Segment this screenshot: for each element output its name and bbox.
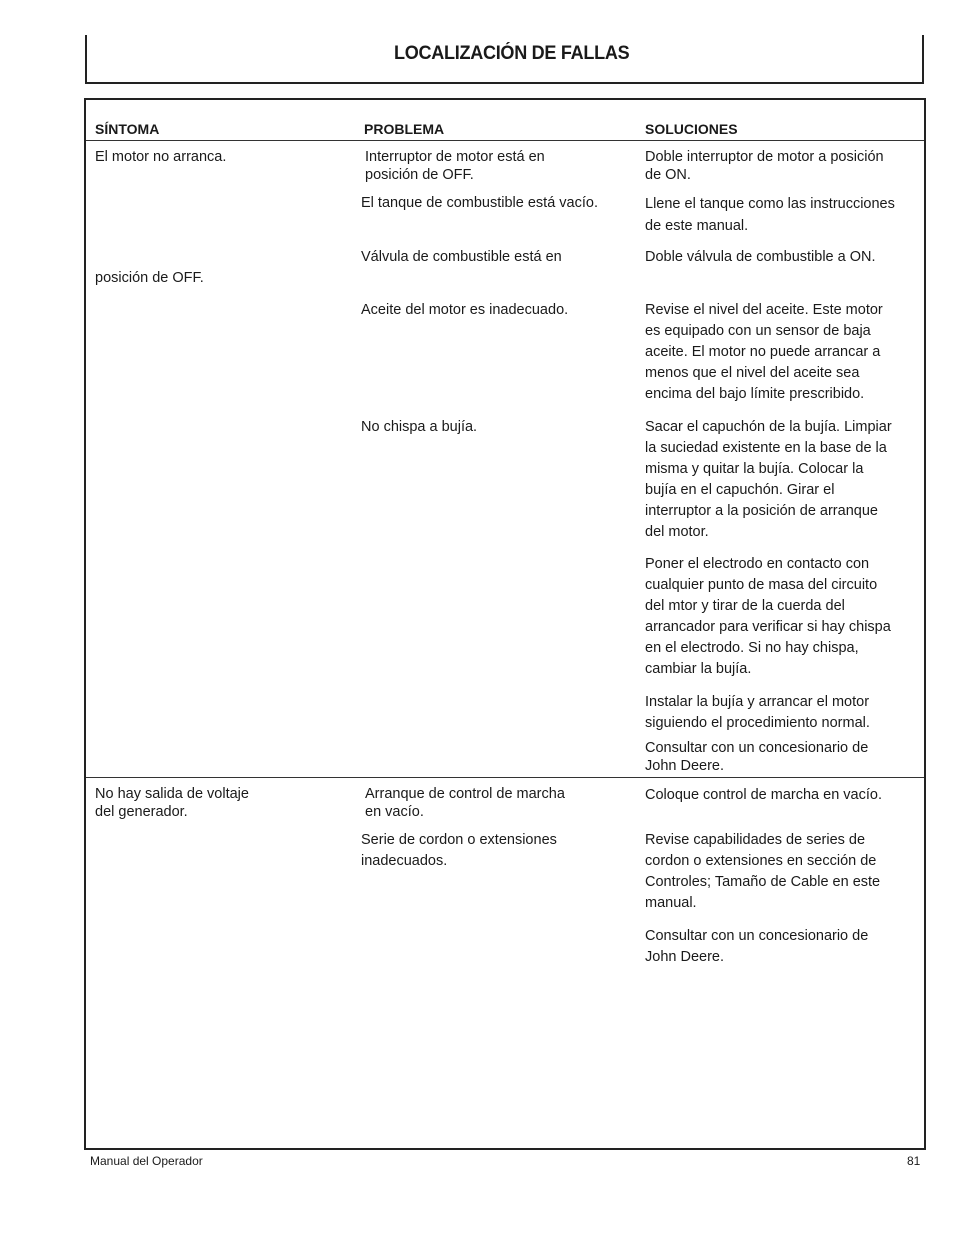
text-line: Revise el nivel del aceite. Este motor (645, 302, 883, 318)
solution-install-plug (645, 692, 870, 734)
text-line: encima del bajo límite prescribido. (645, 386, 865, 402)
text-line: manual. (645, 895, 697, 911)
text-line: la suciedad existente en la base de la (645, 440, 887, 456)
problem-oil-inadequate: Aceite del motor es inadecuado. (361, 302, 569, 318)
text-line: No hay salida de voltaje (95, 786, 249, 802)
text-line: Poner el electrodo en contacto con (645, 556, 870, 572)
text-line: cambiar la bujía. (645, 661, 752, 677)
problem-fuel-valve-line1: Válvula de combustible está en (361, 249, 562, 265)
page-title: LOCALIZACIÓN DE FALLAS (394, 43, 630, 64)
text-line: interruptor a la posición de arranque (645, 503, 878, 519)
problem-switch-off (365, 149, 545, 184)
text-line: John Deere. (645, 949, 724, 965)
title-box (85, 35, 924, 84)
text-line: es equipado con un sensor de baja (645, 323, 871, 339)
text-line: Llene el tanque como las instrucciones (645, 196, 895, 212)
page-number: 81 (907, 1154, 921, 1168)
text-line: del mtor y tirar de la cuerda del (645, 598, 845, 614)
column-header-symptom: SÍNTOMA (95, 121, 160, 137)
solution-consult-dealer-1 (645, 740, 868, 775)
text-line: de este manual. (645, 218, 749, 234)
solution-fill-tank (645, 193, 895, 237)
text-line: del generador. (95, 803, 188, 820)
text-line: inadecuados. (361, 853, 448, 869)
text-line: Revise capabilidades de series de (645, 832, 866, 848)
header-divider (86, 140, 924, 141)
text-line: de ON. (645, 166, 691, 183)
problem-tank-empty: El tanque de combustible está vacío. (361, 195, 598, 211)
solution-consult-dealer-2 (645, 926, 868, 968)
text-line: Controles; Tamaño de Cable en este (645, 874, 881, 890)
text-line: Consultar con un concesionario de (645, 740, 869, 756)
text-line: Arranque de control de marcha (365, 786, 565, 802)
text-line: bujía en el capuchón. Girar el (645, 482, 835, 498)
column-header-solutions: SOLUCIONES (645, 121, 738, 137)
solution-check-oil (645, 300, 883, 405)
text-line: arrancador para verificar si hay chispa (645, 619, 891, 635)
text-line: del motor. (645, 524, 709, 540)
solution-remove-plug-cap (645, 417, 892, 543)
problem-idle-control (365, 786, 565, 821)
solution-test-electrode (645, 554, 891, 680)
text-line: Serie de cordon o extensiones (361, 832, 557, 848)
text-line: John Deere. (645, 757, 724, 774)
text-line: Instalar la bujía y arrancar el motor (645, 694, 870, 710)
text-line: en vacío. (365, 803, 424, 820)
text-line: en el electrodo. Si no hay chispa, (645, 640, 859, 656)
solution-check-cords (645, 830, 880, 914)
text-line: Consultar con un concesionario de (645, 928, 869, 944)
solution-fuel-valve-on: Doble válvula de combustible a ON. (645, 249, 876, 265)
text-line: siguiendo el procedimiento normal. (645, 715, 870, 731)
text-line: aceite. El motor no puede arrancar a (645, 344, 881, 360)
text-line: Sacar el capuchón de la bujía. Limpiar (645, 419, 892, 435)
text-line: posición de OFF. (365, 166, 474, 183)
symptom-engine-no-start: El motor no arranca. (95, 149, 227, 165)
text-line: menos que el nivel del aceite sea (645, 365, 860, 381)
problem-no-spark: No chispa a bujía. (361, 419, 478, 435)
problem-cord-inadequate (361, 830, 557, 872)
text-line: Doble interruptor de motor a posición (645, 149, 884, 165)
column-header-problem: PROBLEMA (364, 121, 445, 137)
solution-switch-on (645, 149, 884, 184)
problem-fuel-valve-line2: posición de OFF. (95, 270, 204, 286)
solution-idle-control: Coloque control de marcha en vacío. (645, 787, 882, 803)
section-divider (86, 777, 924, 778)
text-line: Interruptor de motor está en (365, 149, 545, 165)
symptom-no-voltage (95, 786, 249, 821)
text-line: misma y quitar la bujía. Colocar la (645, 461, 864, 477)
text-line: cualquier punto de masa del circuito (645, 577, 878, 593)
text-line: cordon o extensiones en sección de (645, 853, 877, 869)
footer-manual-title: Manual del Operador (90, 1154, 203, 1168)
